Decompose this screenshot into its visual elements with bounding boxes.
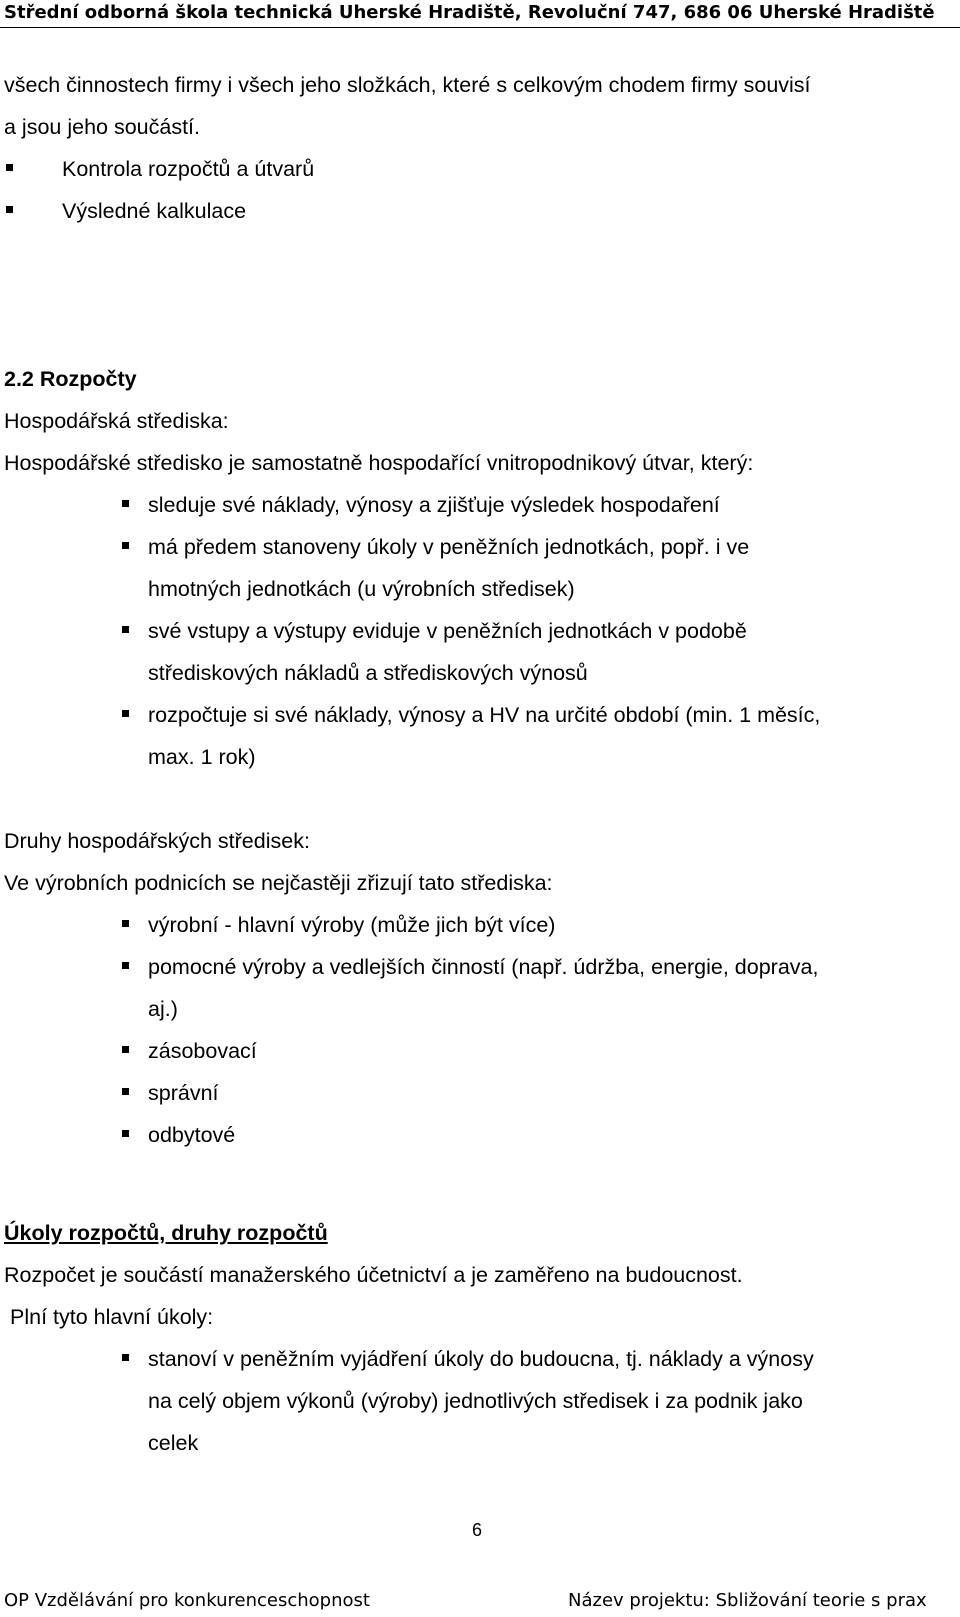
bullet-marker <box>122 1046 129 1053</box>
list-item: Kontrola rozpočtů a útvarů <box>62 157 315 181</box>
list-item: rozpočtuje si své náklady, výnosy a HV na určité období (min. 1 měsíc, <box>148 703 821 727</box>
types-label: Druhy hospodářských středisek: <box>4 829 310 853</box>
footer-right: Název projektu: Sbližování teorie s prax <box>568 1590 927 1611</box>
list-item: odbytové <box>148 1123 236 1147</box>
header-divider <box>0 27 960 28</box>
page-number: 6 <box>472 1520 483 1540</box>
section-heading: 2.2 Rozpočty <box>4 367 137 391</box>
bullet-marker <box>122 1354 129 1361</box>
tasks-line-1: Rozpočet je součástí manažerského účetnictví a je zaměřeno na budoucnost. <box>4 1263 743 1287</box>
bullet-marker <box>122 626 129 633</box>
page-header: Střední odborná škola technická Uherské Hradiště, Revoluční 747, 686 06 Uherské Hradiště <box>4 2 935 23</box>
list-item-continuation: na celý objem výkonů (výroby) jednotlivých středisek i za podnik jako <box>148 1389 803 1413</box>
list-item-continuation: max. 1 rok) <box>148 745 256 769</box>
list-item: pomocné výroby a vedlejších činností (např. údržba, energie, doprava, <box>148 955 819 979</box>
bullet-marker <box>122 1130 129 1137</box>
tasks-line-2: Plní tyto hlavní úkoly: <box>10 1305 214 1329</box>
bullet-marker <box>122 920 129 927</box>
list-item: správní <box>148 1081 219 1105</box>
bullet-marker <box>122 710 129 717</box>
list-item: své vstupy a výstupy eviduje v peněžních jednotkách v podobě <box>148 619 747 643</box>
list-item: zásobovací <box>148 1039 257 1063</box>
centers-definition: Hospodářské středisko je samostatně hospodařící vnitropodnikový útvar, který: <box>4 451 754 475</box>
bullet-marker <box>122 542 129 549</box>
list-item-continuation: střediskových nákladů a střediskových výnosů <box>148 661 588 685</box>
bullet-marker <box>122 962 129 969</box>
centers-label: Hospodářská střediska: <box>4 409 229 433</box>
bullet-marker <box>122 1088 129 1095</box>
list-item: Výsledné kalkulace <box>62 199 247 223</box>
list-item-continuation: aj.) <box>148 997 178 1021</box>
bullet-marker <box>6 206 13 213</box>
intro-line-1: všech činnostech firmy i všech jeho složkách, které s celkovým chodem firmy souvisí <box>4 73 811 97</box>
tasks-heading: Úkoly rozpočtů, druhy rozpočtů <box>4 1221 328 1245</box>
bullet-marker <box>122 500 129 507</box>
footer-left: OP Vzdělávání pro konkurenceschopnost <box>4 1590 370 1611</box>
bullet-marker <box>6 164 13 171</box>
types-intro: Ve výrobních podnicích se nejčastěji zřizují tato střediska: <box>4 871 553 895</box>
list-item: výrobní - hlavní výroby (může jich být více) <box>148 913 556 937</box>
intro-line-2: a jsou jeho součástí. <box>4 115 201 139</box>
list-item: má předem stanoveny úkoly v peněžních jednotkách, popř. i ve <box>148 535 750 559</box>
list-item: stanoví v peněžním vyjádření úkoly do budoucna, tj. náklady a výnosy <box>148 1347 814 1371</box>
list-item: sleduje své náklady, výnosy a zjišťuje výsledek hospodaření <box>148 493 720 517</box>
list-item-continuation: celek <box>148 1431 199 1455</box>
list-item-continuation: hmotných jednotkách (u výrobních středisek) <box>148 577 575 601</box>
